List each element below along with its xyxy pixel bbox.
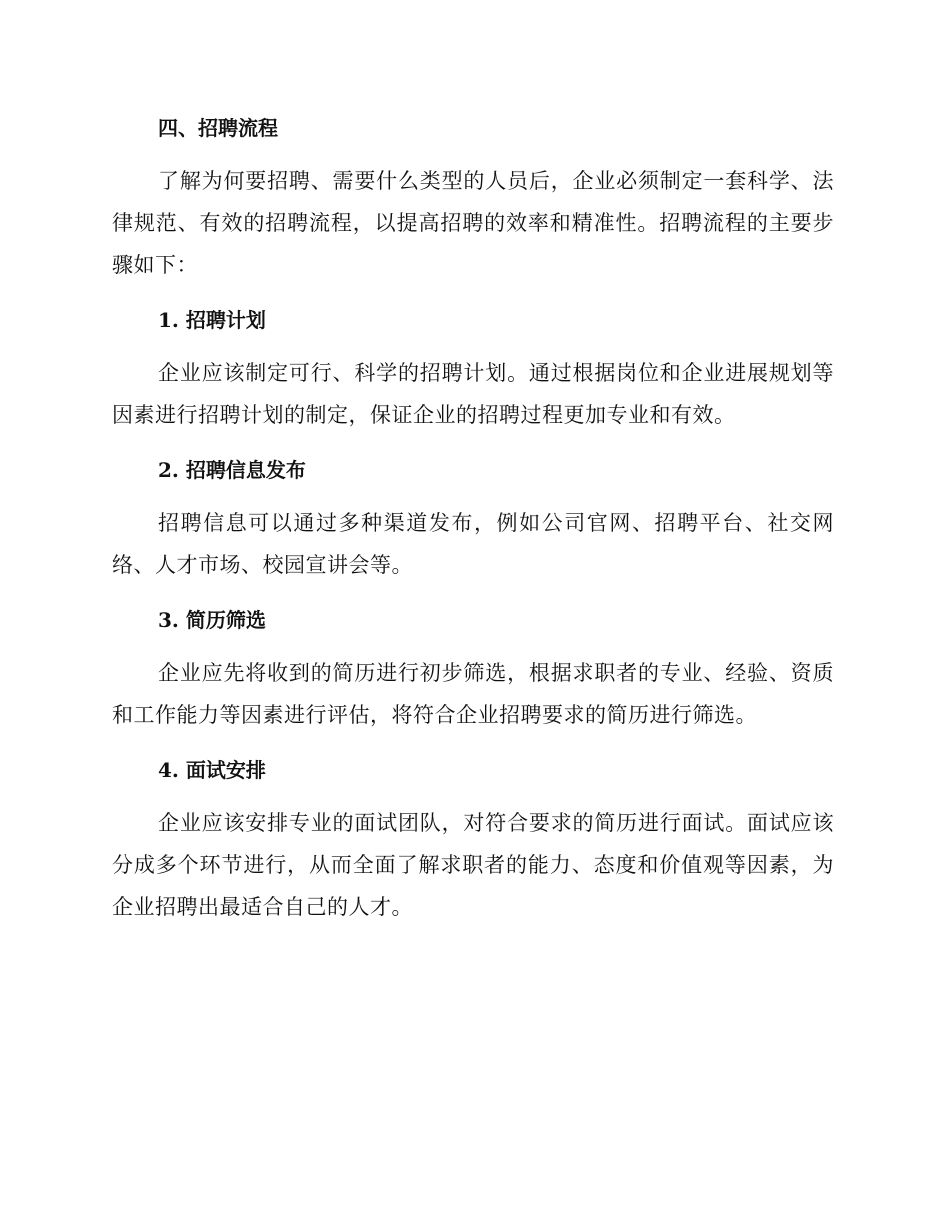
step-1-body: 企业应该制定可行、科学的招聘计划。通过根据岗位和企业进展规划等因素进行招聘计划的制定，保证企业的招聘过程更加专业和有效。 (112, 361, 834, 427)
document-page (112, 108, 834, 942)
step-4-heading: 4. 面试安排 (158, 758, 266, 782)
section-title: 四、招聘流程 (158, 116, 278, 140)
step-4-body: 企业应该安排专业的面试团队，对符合要求的简历进行面试。面试应该分成多个环节进行，从而全面了解求职者的能力、态度和价值观等因素，为企业招聘出最适合自己的人才。 (112, 811, 834, 919)
step-3-heading: 3. 简历筛选 (158, 608, 266, 632)
step-3-body: 企业应先将收到的简历进行初步筛选，根据求职者的专业、经验、资质和工作能力等因素进行评估，将符合企业招聘要求的简历进行筛选。 (112, 661, 834, 727)
step-2-heading: 2. 招聘信息发布 (158, 458, 306, 482)
intro-paragraph: 了解为何要招聘、需要什么类型的人员后，企业必须制定一套科学、法律规范、有效的招聘流程，以提高招聘的效率和精准性。招聘流程的主要步骤如下： (112, 169, 834, 277)
step-1-heading: 1. 招聘计划 (158, 308, 266, 332)
step-2-body: 招聘信息可以通过多种渠道发布，例如公司官网、招聘平台、社交网络、人才市场、校园宣讲会等。 (112, 511, 834, 577)
